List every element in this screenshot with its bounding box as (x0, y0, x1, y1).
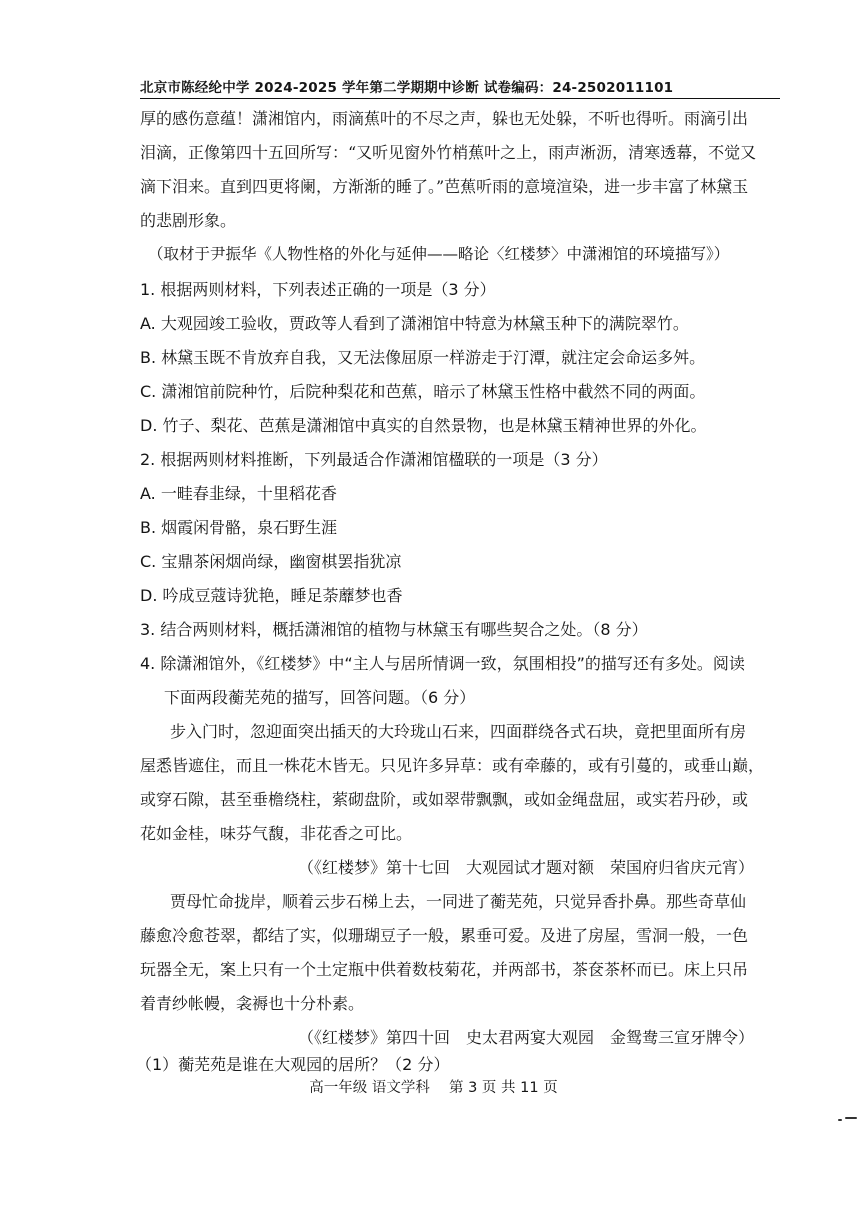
passage-line: 滴下泪来。直到四更将阑，方渐渐的睡了。”芭蕉听雨的意境渲染，进一步丰富了林黛玉 (140, 177, 749, 196)
question-2-option: D. 吟成豆蔻诗犹艳，睡足荼蘼梦也香 (140, 586, 403, 605)
question-1-option: C. 潇湘馆前院种竹，后院种梨花和芭蕉，暗示了林黛玉性格中截然不同的两面。 (140, 382, 706, 401)
question-2-option: C. 宝鼎茶闲烟尚绿，幽窗棋罢指犹凉 (140, 552, 402, 571)
excerpt-2-line: 藤愈冷愈苍翠，都结了实，似珊瑚豆子一般，累垂可爱。及进了房屋，雪洞一般，一色 (140, 926, 749, 945)
question-4-stem: 4. 除潇湘馆外，《红楼梦》中“主人与居所情调一致，氛围相投”的描写还有多处。阅读 (140, 654, 745, 673)
question-2-option: B. 烟霞闲骨骼，泉石野生涯 (140, 518, 338, 537)
source-note: （取材于尹振华《人物性格的外化与延伸——略论〈红楼梦〉中潇湘馆的环境描写》） (148, 245, 730, 263)
question-3-stem: 3. 结合两则材料，概括潇湘馆的植物与林黛玉有哪些契合之处。（8 分） (140, 620, 648, 639)
question-1-option: D. 竹子、梨花、芭蕉是潇湘馆中真实的自然景物，也是林黛玉精神世界的外化。 (140, 416, 707, 435)
question-4-sub-1: （1）蘅芜苑是谁在大观园的居所？（2 分） (136, 1055, 450, 1074)
excerpt-1-line: 步入门时，忽迎面突出插天的大玲珑山石来，四面群绕各式石块，竟把里面所有房 (170, 722, 747, 741)
header-rule (140, 98, 780, 99)
excerpt-2-line: 着青纱帐幔，衾褥也十分朴素。 (140, 994, 365, 1013)
excerpt-1-line: 花如金桂，味芬气馥，非花香之可比。 (140, 824, 413, 843)
question-1-stem: 1. 根据两则材料，下列表述正确的一项是（3 分） (140, 280, 496, 299)
excerpt-2-line: 玩器全无，案上只有一个土定瓶中供着数枝菊花，并两部书，茶奁茶杯而已。床上只吊 (140, 960, 749, 979)
excerpt-1-line: 或穿石隙，甚至垂檐绕柱，萦砌盘阶，或如翠带飘飘，或如金绳盘屈，或实若丹砂，或 (140, 790, 749, 809)
question-1-option: A. 大观园竣工验收，贾政等人看到了潇湘馆中特意为林黛玉种下的满院翠竹。 (140, 314, 689, 333)
scan-mark (845, 1117, 857, 1119)
excerpt-2-source: （《红楼梦》第四十回 史太君两宴大观园 金鸳鸯三宣牙牌令） (298, 1028, 755, 1047)
page-header: 北京市陈经纶中学 2024-2025 学年第二学期期中诊断 试卷编码：24-2502011101 (140, 80, 674, 96)
excerpt-2-line: 贾母忙命拢岸，顺着云步石梯上去，一同进了蘅芜苑，只觉异香扑鼻。那些奇草仙 (170, 892, 747, 911)
question-2-stem: 2. 根据两则材料推断，下列最适合作潇湘馆楹联的一项是（3 分） (140, 450, 608, 469)
passage-line: 厚的感伤意蕴！潇湘馆内，雨滴蕉叶的不尽之声，躲也无处躲，不听也得听。雨滴引出 (140, 109, 749, 128)
passage-line: 的悲剧形象。 (140, 211, 237, 230)
question-1-option: B. 林黛玉既不肯放弃自我，又无法像屈原一样游走于汀潭，就注定会命运多舛。 (140, 348, 706, 367)
excerpt-1-source: （《红楼梦》第十七回 大观园试才题对额 荣国府归省庆元宵） (298, 858, 755, 877)
passage-line: 泪滴，正像第四十五回所写：“又听见窗外竹梢蕉叶之上，雨声淅沥，清寒透幕，不觉又 (140, 143, 757, 162)
scan-mark (838, 1119, 842, 1121)
question-2-option: A. 一畦春韭绿，十里稻花香 (140, 484, 337, 503)
excerpt-1-line: 屋悉皆遮住，而且一株花木皆无。只见许多异草：或有牵藤的，或有引蔓的，或垂山巅， (140, 756, 765, 775)
question-4-stem: 下面两段蘅芜苑的描写，回答问题。（6 分） (164, 688, 476, 707)
page-footer: 高一年级 语文学科 第 3 页 共 11 页 (309, 1080, 558, 1096)
